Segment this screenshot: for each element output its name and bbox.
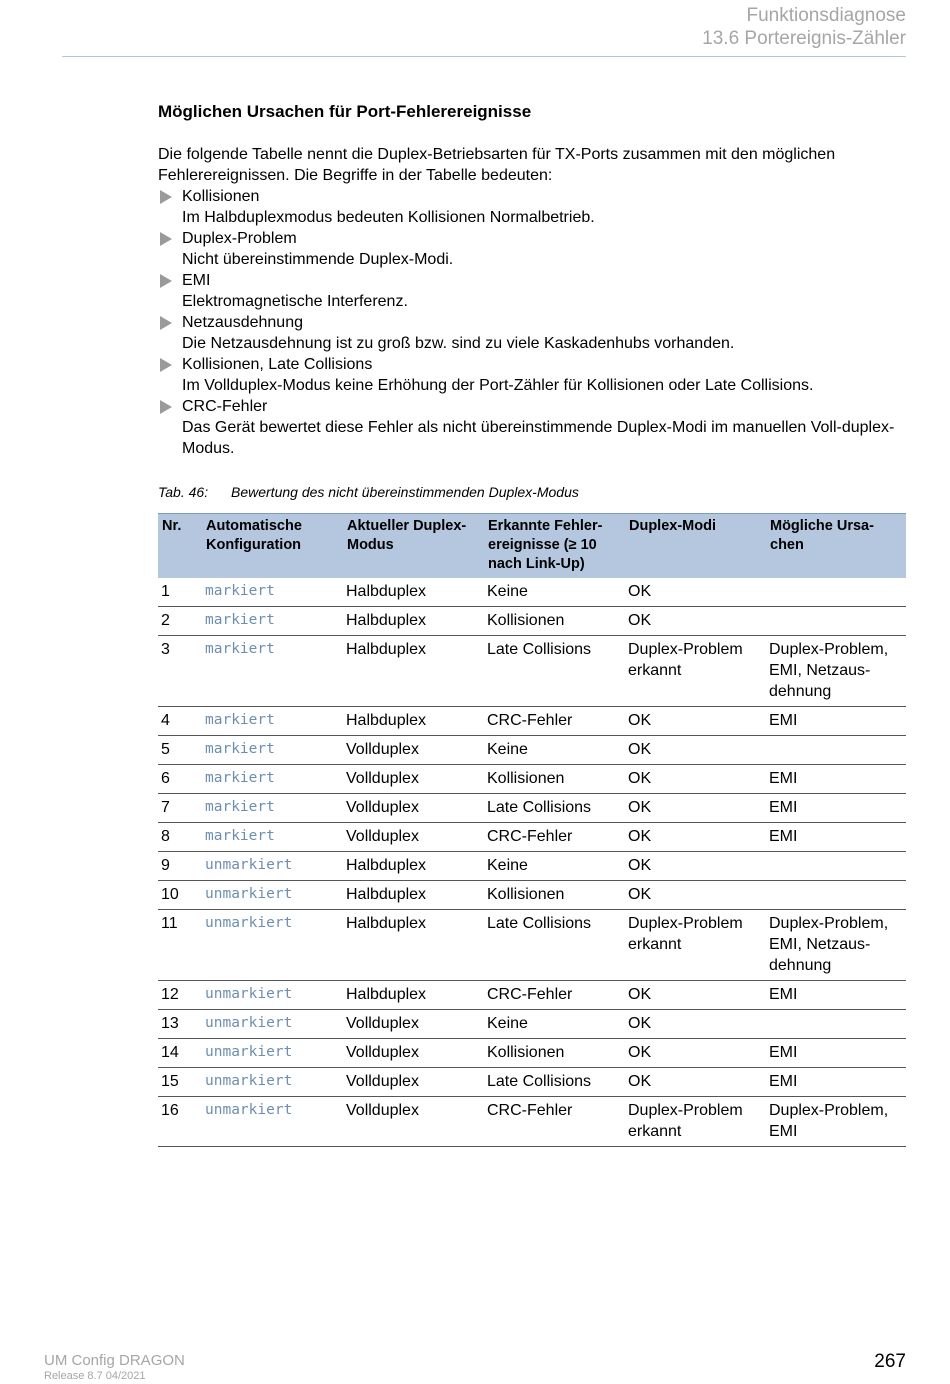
table-cell: Halbduplex: [343, 910, 484, 981]
table-cell: CRC-Fehler: [484, 823, 625, 852]
term-item: [158, 270, 908, 312]
table-cell: EMI: [766, 707, 906, 736]
table-caption: [158, 483, 908, 501]
duplex-table: [158, 513, 906, 1147]
table-row: [158, 881, 906, 910]
table-cell: markiert: [202, 636, 343, 707]
table-cell: Halbduplex: [343, 981, 484, 1010]
running-header: [702, 4, 906, 50]
table-cell: 13: [158, 1010, 202, 1039]
table-cell: markiert: [202, 765, 343, 794]
table-cell: CRC-Fehler: [484, 981, 625, 1010]
table-cell: unmarkiert: [202, 852, 343, 881]
table-row: [158, 707, 906, 736]
table-cell: Duplex-Problem erkannt: [625, 1097, 766, 1147]
page-number: 267: [874, 1351, 906, 1372]
bullet-triangle-icon: [160, 274, 172, 288]
intro-paragraph: Die folgende Tabelle nennt die Duplex-Betriebsarten für TX-Ports zusammen mit den möglichen Fehlerereignissen. Die Begriffe in der Tabelle bedeuten:: [158, 146, 836, 184]
column-header: Duplex-Modi: [625, 514, 766, 579]
table-cell: OK: [625, 765, 766, 794]
term-item: [158, 228, 908, 270]
table-cell: [766, 852, 906, 881]
table-cell: 12: [158, 981, 202, 1010]
table-cell: OK: [625, 607, 766, 636]
table-cell: Halbduplex: [343, 852, 484, 881]
table-cell: Kollisionen: [484, 881, 625, 910]
table-cell: 1: [158, 578, 202, 607]
table-cell: [766, 607, 906, 636]
table-row: [158, 1010, 906, 1039]
table-cell: OK: [625, 736, 766, 765]
table-cell: 14: [158, 1039, 202, 1068]
table-cell: Late Collisions: [484, 636, 625, 707]
table-cell: OK: [625, 1010, 766, 1039]
footer: [44, 1352, 185, 1383]
term-name: Kollisionen, Late Collisions: [182, 356, 373, 373]
column-header: Mögliche Ursa-chen: [766, 514, 906, 579]
table-cell: 10: [158, 881, 202, 910]
table-cell: 5: [158, 736, 202, 765]
table-row: [158, 794, 906, 823]
table-cell: [766, 1010, 906, 1039]
table-row: [158, 736, 906, 765]
term-description: Das Gerät bewertet diese Fehler als nicht übereinstimmende Duplex-Modi im manuellen Voll-duplex-Modus.: [182, 419, 895, 457]
table-cell: Halbduplex: [343, 578, 484, 607]
table-cell: OK: [625, 881, 766, 910]
term-name: EMI: [182, 272, 211, 289]
table-body: [158, 578, 906, 1147]
table-cell: Duplex-Problem, EMI, Netzaus-dehnung: [766, 910, 906, 981]
table-cell: CRC-Fehler: [484, 1097, 625, 1147]
table-cell: OK: [625, 707, 766, 736]
table-cell: EMI: [766, 1068, 906, 1097]
table-row: [158, 636, 906, 707]
table-cell: markiert: [202, 823, 343, 852]
bullet-triangle-icon: [160, 358, 172, 372]
bullet-triangle-icon: [160, 232, 172, 246]
table-cell: Halbduplex: [343, 707, 484, 736]
header-chapter: Funktionsdiagnose: [746, 5, 906, 26]
table-cell: unmarkiert: [202, 881, 343, 910]
table-cell: Vollduplex: [343, 1039, 484, 1068]
caption-text: Bewertung des nicht übereinstimmenden Duplex-Modus: [231, 484, 579, 500]
table-cell: OK: [625, 1039, 766, 1068]
table-row: [158, 607, 906, 636]
term-name: Netzausdehnung: [182, 314, 303, 331]
column-header: Aktueller Duplex-Modus: [343, 514, 484, 579]
table-row: [158, 1068, 906, 1097]
table-cell: 4: [158, 707, 202, 736]
table-cell: CRC-Fehler: [484, 707, 625, 736]
table-cell: unmarkiert: [202, 1039, 343, 1068]
table-cell: Duplex-Problem erkannt: [625, 910, 766, 981]
table-cell: [766, 736, 906, 765]
table-cell: unmarkiert: [202, 1097, 343, 1147]
table-cell: Keine: [484, 852, 625, 881]
table-cell: Halbduplex: [343, 607, 484, 636]
table-cell: OK: [625, 794, 766, 823]
table-cell: 3: [158, 636, 202, 707]
table-cell: markiert: [202, 707, 343, 736]
table-row: [158, 823, 906, 852]
table-cell: Kollisionen: [484, 765, 625, 794]
table-cell: Keine: [484, 578, 625, 607]
table-cell: markiert: [202, 736, 343, 765]
table-cell: Vollduplex: [343, 736, 484, 765]
table-cell: unmarkiert: [202, 1068, 343, 1097]
table-cell: 2: [158, 607, 202, 636]
table-cell: Duplex-Problem, EMI: [766, 1097, 906, 1147]
bullet-triangle-icon: [160, 316, 172, 330]
bullet-triangle-icon: [160, 400, 172, 414]
caption-number: Tab. 46:: [158, 484, 209, 500]
table-cell: 6: [158, 765, 202, 794]
table-cell: unmarkiert: [202, 1010, 343, 1039]
table-cell: Keine: [484, 1010, 625, 1039]
term-item: [158, 186, 908, 228]
table-cell: [766, 578, 906, 607]
term-name: Duplex-Problem: [182, 230, 297, 247]
column-header: Nr.: [158, 514, 202, 579]
table-cell: OK: [625, 852, 766, 881]
table-cell: EMI: [766, 765, 906, 794]
table-cell: Halbduplex: [343, 636, 484, 707]
table-row: [158, 910, 906, 981]
table-cell: Duplex-Problem erkannt: [625, 636, 766, 707]
table-row: [158, 1039, 906, 1068]
table-cell: unmarkiert: [202, 981, 343, 1010]
table-row: [158, 1097, 906, 1147]
term-name: Kollisionen: [182, 188, 260, 205]
table-cell: EMI: [766, 981, 906, 1010]
table-row: [158, 765, 906, 794]
table-cell: unmarkiert: [202, 910, 343, 981]
table-cell: Vollduplex: [343, 794, 484, 823]
table-cell: Late Collisions: [484, 794, 625, 823]
table-row: [158, 981, 906, 1010]
table-header-row: [158, 514, 906, 579]
column-header: Automatische Konfiguration: [202, 514, 343, 579]
section-heading: Möglichen Ursachen für Port-Fehlerereignisse: [158, 102, 532, 121]
table-cell: EMI: [766, 794, 906, 823]
table-cell: Duplex-Problem, EMI, Netzaus-dehnung: [766, 636, 906, 707]
terms-list: [158, 186, 908, 459]
table-cell: OK: [625, 1068, 766, 1097]
table-cell: Late Collisions: [484, 1068, 625, 1097]
term-item: [158, 396, 908, 459]
footer-doc-title: UM Config DRAGON: [44, 1352, 185, 1369]
table-cell: Vollduplex: [343, 823, 484, 852]
column-header: Erkannte Fehler-ereignisse (≥ 10 nach Link-Up): [484, 514, 625, 579]
table-row: [158, 578, 906, 607]
term-item: [158, 354, 908, 396]
table-cell: EMI: [766, 1039, 906, 1068]
table-cell: Halbduplex: [343, 881, 484, 910]
table-cell: markiert: [202, 794, 343, 823]
term-name: CRC-Fehler: [182, 398, 268, 415]
term-item: [158, 312, 908, 354]
table-cell: Late Collisions: [484, 910, 625, 981]
header-section: 13.6 Portereignis-Zähler: [702, 28, 906, 49]
table-cell: Kollisionen: [484, 607, 625, 636]
table-cell: 11: [158, 910, 202, 981]
term-description: Im Vollduplex-Modus keine Erhöhung der Port-Zähler für Kollisionen oder Late Collisions.: [182, 377, 814, 394]
bullet-triangle-icon: [160, 190, 172, 204]
table-cell: Kollisionen: [484, 1039, 625, 1068]
table-cell: 7: [158, 794, 202, 823]
table-cell: OK: [625, 981, 766, 1010]
table-row: [158, 852, 906, 881]
footer-release: Release 8.7 04/2021: [44, 1370, 146, 1382]
term-description: Im Halbduplexmodus bedeuten Kollisionen Normalbetrieb.: [182, 209, 595, 226]
term-description: Nicht übereinstimmende Duplex-Modi.: [182, 251, 454, 268]
table-cell: markiert: [202, 607, 343, 636]
table-cell: EMI: [766, 823, 906, 852]
term-description: Elektromagnetische Interferenz.: [182, 293, 408, 310]
table-cell: Keine: [484, 736, 625, 765]
table-cell: 15: [158, 1068, 202, 1097]
table-cell: Vollduplex: [343, 1097, 484, 1147]
table-cell: markiert: [202, 578, 343, 607]
table-cell: 9: [158, 852, 202, 881]
table-cell: Vollduplex: [343, 1010, 484, 1039]
table-cell: 16: [158, 1097, 202, 1147]
table-cell: 8: [158, 823, 202, 852]
table-cell: OK: [625, 578, 766, 607]
table-cell: Vollduplex: [343, 1068, 484, 1097]
table-cell: Vollduplex: [343, 765, 484, 794]
table-cell: [766, 881, 906, 910]
term-description: Die Netzausdehnung ist zu groß bzw. sind zu viele Kaskadenhubs vorhanden.: [182, 335, 735, 352]
header-rule: [62, 56, 906, 57]
page-content: [158, 100, 908, 1147]
table-cell: OK: [625, 823, 766, 852]
